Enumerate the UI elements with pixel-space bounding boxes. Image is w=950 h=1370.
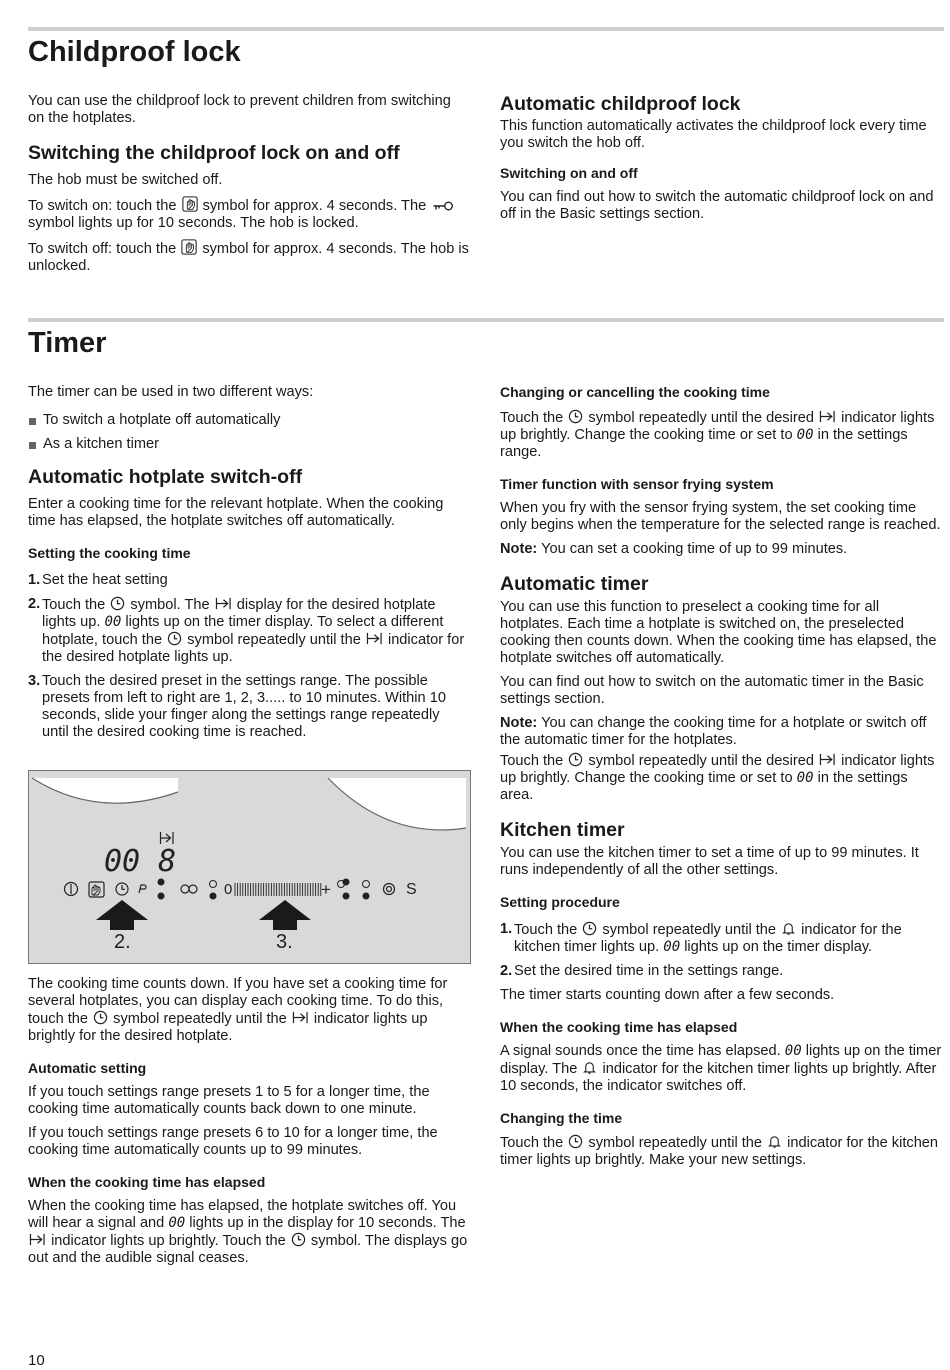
auto-childproof-heading: Automatic childproof lock	[500, 93, 741, 115]
sensor-frying-text: When you fry with the sensor frying system, the set cooking time only begins when the temperature for the selected range is reached.	[500, 500, 941, 533]
section-rule	[28, 318, 944, 322]
timer-intro: The timer can be used in two different ways:	[28, 384, 314, 400]
auto-timer-text-1: You can use this function to preselect a cooking time for all hotplates. Each time a hotplate is switched on, the preselected cooking then counts down. When the cooking time has elapsed, the hotplate switches off automatically.	[500, 599, 937, 666]
auto-timer-text-2: You can find out how to switch on the automatic timer in the Basic settings section.	[500, 674, 924, 707]
note-1: Note: You can set a cooking time of up to 99 minutes.	[500, 541, 848, 557]
timer-starts-text: The timer starts counting down after a few seconds.	[500, 987, 835, 1003]
kitchen-elapsed-text: A signal sounds once the time has elapsed. 00 lights up on the timer display. The indicator for the kitchen timer lights up brightly. After 10 seconds, the indicator switches off.	[500, 1043, 942, 1094]
clock-icon	[110, 596, 125, 611]
setting-procedure-heading: Setting procedure	[500, 894, 620, 910]
timer-left-column-lower	[28, 976, 470, 1274]
hand-lock-icon	[182, 196, 198, 212]
timer-left-column	[28, 384, 470, 748]
elapsed-heading: When the cooking time has elapsed	[28, 1174, 266, 1190]
arrow-label-3: 3.	[276, 931, 293, 953]
control-panel-illustration	[28, 770, 471, 964]
segment-display: 00	[168, 1215, 186, 1231]
changing-time-text: Touch the symbol repeatedly until the indicator for the kitchen timer lights up brightly. Make your new settings.	[500, 1135, 939, 1168]
slider-zero: 0	[224, 881, 233, 898]
section-rule	[28, 27, 944, 31]
timer-indicator-icon	[292, 1010, 309, 1025]
segment-display: 00	[663, 939, 681, 955]
section-title-childproof: Childproof lock	[28, 36, 241, 68]
setting-cooking-time-heading: Setting the cooking time	[28, 545, 191, 561]
list-item: 3. Touch the desired preset in the settings range. The possible presets from left to right are 1, 2, 3..... to 10 minutes. Within 10 seconds, slide your finger along the settings range repeatedly until the desired cooking time is reached.	[28, 673, 446, 740]
list-item: As a kitchen timer	[28, 436, 470, 453]
bell-icon	[582, 1060, 597, 1075]
auto-timer-touch-text: Touch the symbol repeatedly until the desired indicator lights up brightly. Change the cooking time or set to 00 in the settings area.	[500, 753, 935, 803]
change-cancel-heading: Changing or cancelling the cooking time	[500, 384, 770, 400]
timer-indicator-icon	[215, 596, 232, 611]
segment-display: 00	[104, 614, 122, 630]
countdown-text: The cooking time counts down. If you have set a cooking time for several hotplates, you can display each cooking time. To do this, touch the symbol repeatedly until the indicator lights up brightly for the desired hotplate.	[28, 976, 448, 1044]
slider-plus: +	[321, 880, 331, 899]
change-cancel-text: Touch the symbol repeatedly until the desired indicator lights up brightly. Change the cooking time or set to 00 in the settings range.	[500, 410, 935, 460]
switching-on-off-text: You can find out how to switch the automatic childproof lock on and off in the Basic settings section.	[500, 189, 934, 222]
auto-switchoff-heading: Automatic hotplate switch-off	[28, 466, 303, 488]
list-item: To switch a hotplate off automatically	[28, 412, 470, 429]
page-number: 10	[28, 1352, 45, 1369]
sensor-s: S	[406, 881, 417, 898]
hand-lock-icon	[181, 239, 197, 255]
auto-childproof-text: This function automatically activates the childproof lock every time you switch the hob off.	[500, 118, 927, 151]
clock-icon	[167, 631, 182, 646]
section-title-timer: Timer	[28, 327, 107, 359]
childproof-intro: You can use the childproof lock to prevent children from switching on the hotplates.	[28, 93, 451, 126]
timer-indicator-icon	[819, 409, 836, 424]
timer-indicator-icon	[366, 631, 383, 646]
clock-icon	[568, 409, 583, 424]
childproof-left-column	[28, 93, 470, 282]
childproof-right-column	[500, 93, 944, 230]
kitchen-elapsed-heading: When the cooking time has elapsed	[500, 1019, 738, 1035]
list-item: 2. Set the desired time in the settings range.	[500, 963, 784, 979]
changing-time-heading: Changing the time	[500, 1110, 623, 1126]
timer-indicator-icon	[29, 1232, 46, 1247]
kitchen-timer-text: You can use the kitchen timer to set a time of up to 99 minutes. It runs independently of all the other settings.	[500, 845, 919, 878]
clock-icon	[568, 752, 583, 767]
list-item: 1. Touch the symbol repeatedly until the indicator for the kitchen timer lights up. 00 lights up on the timer display.	[500, 921, 902, 955]
clock-icon	[568, 1134, 583, 1149]
list-item: 1. Set the heat setting	[28, 572, 168, 588]
auto-switchoff-text: Enter a cooking time for the relevant hotplate. When the cooking time has elapsed, the hotplate switches off automatically.	[28, 496, 444, 529]
kitchen-timer-heading: Kitchen timer	[500, 819, 625, 841]
bell-icon	[767, 1134, 782, 1149]
elapsed-text: When the cooking time has elapsed, the hotplate switches off. You will hear a signal and 00 lights up in the display for 10 seconds. The indicator lights up brightly. Touch the symbol. The displays go out and the audible signal ceases.	[28, 1198, 468, 1266]
segment-display: 00	[796, 770, 814, 786]
switch-off-text: To switch off: touch the symbol for approx. 4 seconds. The hob is unlocked.	[28, 241, 469, 274]
panel-display: 00 8	[104, 844, 177, 879]
sensor-frying-heading: Timer function with sensor frying system	[500, 476, 774, 492]
timer-right-column	[500, 384, 944, 1176]
key-icon	[431, 200, 455, 212]
automatic-setting-heading: Automatic setting	[28, 1060, 147, 1076]
auto-setting-text-2: If you touch settings range presets 6 to 10 for a longer time, the cooking time automatically counts up to 99 minutes.	[28, 1125, 438, 1158]
bell-icon	[781, 921, 796, 936]
list-item: 2. Touch the symbol. The display for the desired hotplate lights up. 00 lights up on the timer display. To select a different hotplate, touch the symbol repeatedly until the indicator for the desired hotplate lights up.	[28, 596, 465, 665]
arrow-label-2: 2.	[114, 931, 131, 953]
clock-icon	[582, 921, 597, 936]
segment-display: 00	[796, 427, 814, 443]
switch-on-text: To switch on: touch the symbol for approx. 4 seconds. The symbol lights up for 10 seconds. The hob is locked.	[28, 196, 470, 232]
note-2: Note: You can change the cooking time for a hotplate or switch off the automatic timer for the hotplates.	[500, 715, 927, 748]
segment-display: 00	[784, 1043, 802, 1059]
switching-heading: Switching the childproof lock on and off	[28, 142, 400, 164]
clock-icon	[291, 1232, 306, 1247]
hob-off-text: The hob must be switched off.	[28, 172, 223, 188]
auto-setting-text-1: If you touch settings range presets 1 to 5 for a longer time, the cooking time automatically counts back down to one minute.	[28, 1084, 430, 1117]
switching-on-off-heading: Switching on and off	[500, 165, 638, 181]
timer-indicator-icon	[819, 752, 836, 767]
clock-icon	[93, 1010, 108, 1025]
automatic-timer-heading: Automatic timer	[500, 573, 649, 595]
